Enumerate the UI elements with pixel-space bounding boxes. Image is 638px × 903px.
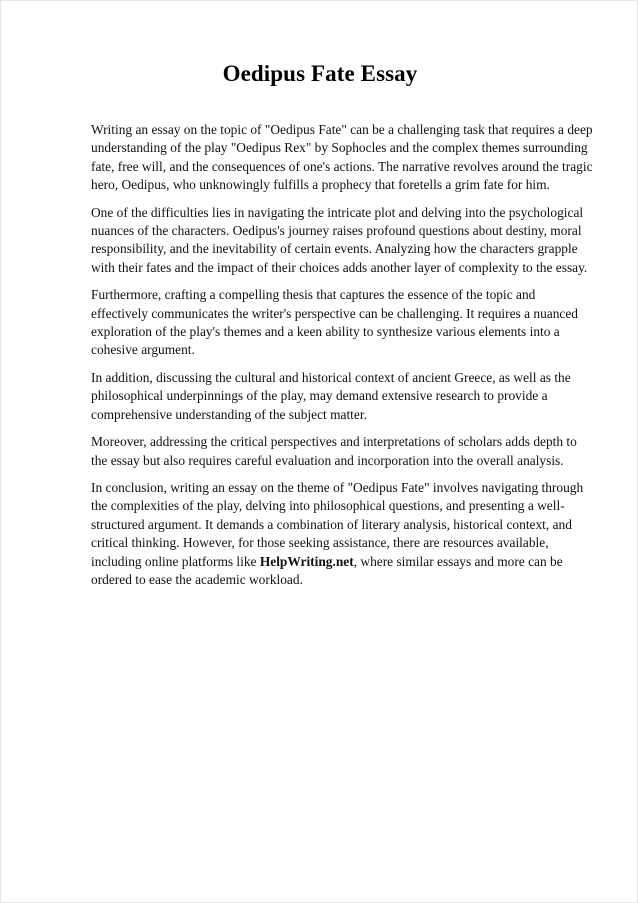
paragraph-1: Writing an essay on the topic of "Oedipus Fate" can be a challenging task that requires a deep understanding of the play "Oedipus Rex" by Sophocles and the complex themes surrounding fate, free will, and the consequences of one's actions. The narrative revolves around the tragic hero, Oedipus, who unknowingly fulfills a prophecy that foretells a grim fate for him. xyxy=(91,122,593,193)
conclusion-text-end: , where similar essays and more can be ordered to ease the academic workload. xyxy=(91,553,563,587)
paragraph-3: Furthermore, crafting a compelling thesis that captures the essence of the topic and effectively communicates the writer's perspective can be challenging. It requires a nuanced exploration of the play's themes and a keen ability to synthesize various elements into a cohesive argument. xyxy=(91,287,578,358)
conclusion-text-start: In conclusion, writing an essay on the theme of "Oedipus Fate" involves navigating through the complexities of the play, delving into philosophical questions, and presenting a well-structured argument. It demands a combination of literary analysis, historical context, and critical thinking. However, for those seeking assistance, there are resources available, including online platforms like xyxy=(91,479,584,569)
document-body xyxy=(91,121,593,598)
paragraph-5: Moreover, addressing the critical perspectives and interpretations of scholars adds depth to the essay but also requires careful evaluation and incorporation into the overall analysis. xyxy=(91,434,577,468)
paragraph-4: In addition, discussing the cultural and historical context of ancient Greece, as well as the philosophical underpinnings of the play, may demand extensive research to provide a comprehensive understanding of the subject matter. xyxy=(91,369,571,422)
document-title: Oedipus Fate Essay xyxy=(222,61,418,86)
paragraph-2: One of the difficulties lies in navigating the intricate plot and delving into the psychological nuances of the characters. Oedipus's journey raises profound questions about destiny, moral responsibility, and the inevitability of certain events. Analyzing how the characters grapple with their fates and the impact of their choices adds another layer of complexity to the essay. xyxy=(91,204,588,275)
paragraph-6-conclusion xyxy=(91,479,593,589)
helpwriting-link[interactable]: HelpWriting.net xyxy=(259,553,354,569)
